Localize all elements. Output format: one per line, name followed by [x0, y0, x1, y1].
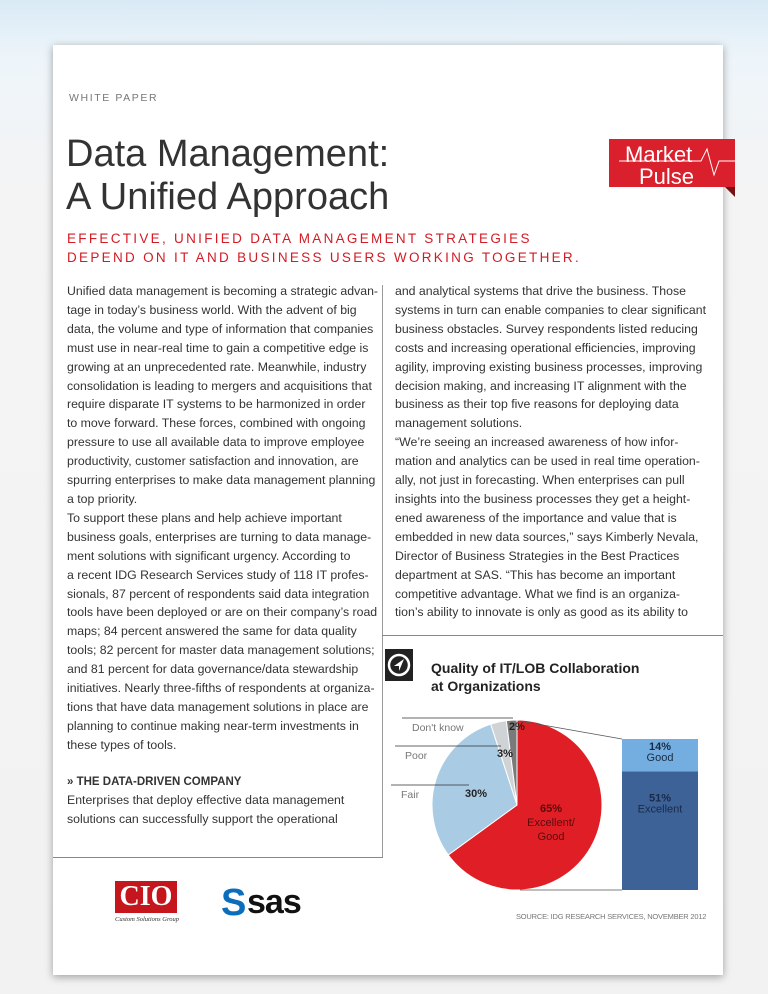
subtitle-line: EFFECTIVE, UNIFIED DATA MANAGEMENT STRATEGIES — [67, 231, 532, 246]
text-line: a top priority. — [67, 491, 138, 506]
sas-logo — [221, 883, 321, 928]
text-line: maps; 84 percent answered the same for data quality — [67, 624, 357, 639]
text-line: solutions can successfully support the operational — [67, 811, 338, 826]
compass-icon — [385, 649, 413, 681]
title-line: A Unified Approach — [66, 176, 390, 218]
slice-label: Excellent/ — [527, 817, 575, 829]
text-line: systems in turn can enable companies to clear significant — [395, 302, 706, 317]
pulse-line-icon — [609, 147, 735, 177]
chart-source: SOURCE: IDG RESEARCH SERVICES, NOVEMBER 2012 — [516, 912, 707, 921]
title-line: Data Management: — [66, 133, 390, 175]
slice-value: 2% — [509, 721, 525, 733]
breakdown-bar-excellent — [622, 772, 698, 890]
text-line: To support these plans and help achieve important — [67, 510, 342, 525]
svg-text:S: S — [221, 883, 247, 923]
text-line: tools; 82 percent for master data management solutions; — [67, 643, 375, 658]
text-line: a recent IDG Research Services study of 118 IT profes- — [67, 567, 369, 582]
text-line: and 81 percent for data governance/data stewardship — [67, 662, 359, 677]
text-line: Director of Business Strategies in the Best Practices — [395, 548, 680, 563]
cio-logo: CIO Custom Solutions Group — [115, 881, 180, 923]
text-line: ment solutions with significant urgency. According to — [67, 548, 351, 563]
chart-divider — [382, 635, 723, 636]
subtitle — [67, 229, 581, 267]
breakdown-value: 14% — [648, 741, 672, 753]
slice-value: 30% — [465, 788, 488, 800]
chart-title — [431, 659, 639, 695]
chart-title-line: at Organizations — [431, 678, 541, 694]
slice-label: Fair — [401, 789, 420, 801]
badge-line: Market — [625, 142, 693, 167]
text-line: consolidation is leading to mergers and acquisitions that — [67, 378, 372, 393]
market-pulse-badge — [609, 139, 735, 187]
text-line: planning to continue making near-term investments in — [67, 718, 359, 733]
right-column — [395, 282, 706, 622]
text-line: Unified data management is becoming a strategic advan- — [67, 284, 379, 298]
badge-fold — [725, 187, 735, 197]
text-line: ened awareness of the importance and value that is — [395, 510, 677, 525]
text-line: spurring enterprises to make data management planning — [67, 473, 376, 488]
section-block — [67, 773, 344, 829]
text-line: sionals, 87 percent of respondents said data integration — [67, 586, 370, 601]
text-line: agility, improving existing business processes, improving — [395, 359, 703, 374]
breakdown-label: Good — [646, 752, 674, 764]
text-line: growing at an unprecedented rate. Meanwhile, industry — [67, 359, 367, 374]
text-line: management solutions. — [395, 416, 523, 431]
slice-label: Don't know — [412, 722, 464, 734]
text-line: tage in today’s business world. With the advent of big — [67, 302, 357, 317]
slice-value: 3% — [497, 748, 513, 760]
slice-label: Good — [537, 831, 565, 843]
breakdown-value: 51% — [648, 792, 672, 805]
left-column — [67, 282, 378, 755]
text-line: pressure to use all available data to improve employee — [67, 435, 365, 450]
badge-line: Pulse — [639, 164, 695, 189]
text-line: initiatives. Nearly three-fifths of respondents at organiza- — [67, 681, 375, 696]
text-line: data, the volume and type of information that companies — [67, 321, 374, 336]
text-line: require disparate IT systems to be harmonized in order — [67, 397, 366, 412]
text-line: to move forward. These forces, combined with ongoing — [67, 416, 366, 431]
subtitle-line: DEPEND ON IT AND BUSINESS USERS WORKING TOGETHER. — [67, 250, 582, 265]
text-line: Enterprises that deploy effective data management — [67, 793, 345, 807]
text-line: embedded in new data sources,” says Kimberly Nevala, — [395, 529, 699, 544]
text-line: tion’s ability to innovate is only as good as its ability to — [395, 605, 689, 620]
text-line: mation and analytics can be used in real time operation- — [395, 454, 700, 469]
chart-title-line: Quality of IT/LOB Collaboration — [431, 660, 640, 676]
breakdown-label: Excellent — [637, 803, 683, 816]
text-line: competitive advantage. What we find is an organiza- — [395, 586, 681, 601]
footer-divider — [53, 857, 383, 858]
text-line: these types of tools. — [67, 737, 177, 752]
section-heading: » THE DATA-DRIVEN COMPANY — [67, 776, 242, 788]
text-line: insights into the business processes they get a height- — [395, 491, 691, 506]
text-line: business obstacles. Survey respondents listed reducing — [395, 321, 698, 336]
text-line: department at SAS. “This has become an important — [395, 567, 676, 582]
text-line: productivity, customer satisfaction and innovation, are — [67, 454, 359, 469]
text-line: ally, not just in forecasting. When enterprises can pull — [395, 473, 685, 488]
text-line: tools have been deployed or are on their company’s road — [67, 605, 378, 620]
doc-type-label: WHITE PAPER — [69, 92, 159, 104]
document-page — [53, 45, 723, 975]
slice-label: Poor — [405, 750, 428, 762]
text-line: must use in near-real time to gain a competitive edge is — [67, 340, 369, 355]
svg-text:sas: sas — [247, 883, 301, 921]
slice-value: 65% — [539, 803, 563, 815]
text-line: tions that have data management solutions in place are — [67, 699, 369, 714]
text-line: business as their top five reasons for deploying data — [395, 397, 679, 412]
text-line: business goals, enterprises are turning to data manage- — [67, 529, 372, 544]
text-line: costs and increasing operational efficiencies, improving — [395, 340, 696, 355]
pie-chart — [383, 705, 723, 905]
page-title — [66, 133, 389, 219]
text-line: decision making, and increasing IT alignment with the — [395, 378, 687, 393]
text-line: “We’re seeing an increased awareness of how infor- — [395, 435, 679, 450]
text-line: and analytical systems that drive the business. Those — [395, 284, 686, 298]
